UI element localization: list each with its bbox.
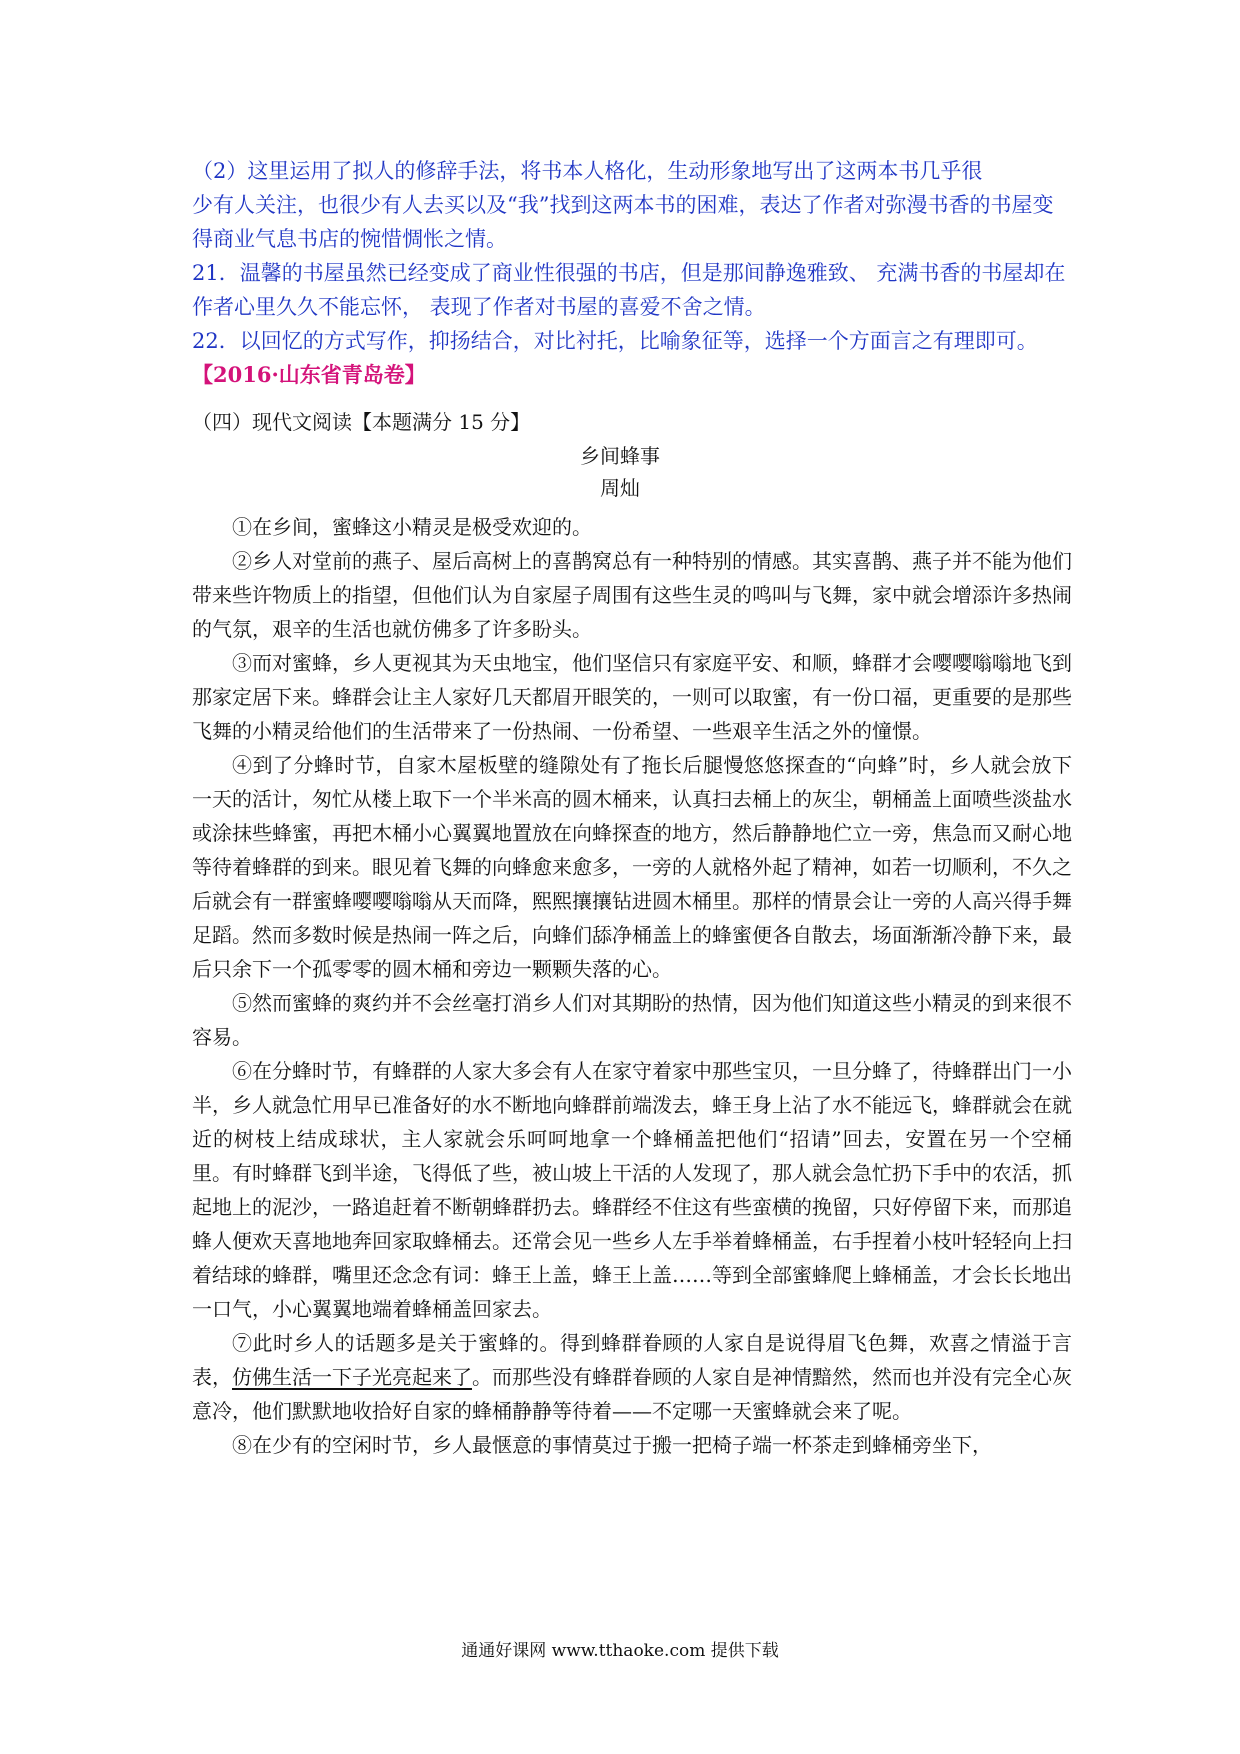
paragraph-7 — [192, 1326, 1072, 1428]
paragraph-5: ⑤然而蜜蜂的爽约并不会丝毫打消乡人们对其期盼的热情，因为他们知道这些小精灵的到来很不容易。 — [192, 991, 1072, 1049]
paragraph-8: ⑧在少有的空闲时节，乡人最惬意的事情莫过于搬一把椅子端一杯茶走到蜂桶旁坐下， — [232, 1433, 992, 1457]
paragraph-1: ①在乡间，蜜蜂这小精灵是极受欢迎的。 — [232, 515, 592, 539]
paragraph-7-text-b: 。而那些没有蜂群眷顾的人家自是神情黯然，然而也并没有完全心灰意冷，他们默默地收拾好自家的蜂桶静静等待着——不定哪一天蜜蜂就会来了呢。 — [192, 1365, 1072, 1423]
answer-item-2-line-1: （2）这里运用了拟人的修辞手法，将书本人格化，生动形象地写出了这两本书几乎很 — [192, 159, 983, 183]
answer-item-22: 22．以回忆的方式写作，抑扬结合，对比衬托，比喻象征等，选择一个方面言之有理即可。 — [192, 329, 1038, 353]
answer-block — [192, 154, 1072, 392]
article-title: 乡间蜂事 — [580, 444, 660, 468]
paragraph-4: ④到了分蜂时节，自家木屋板壁的缝隙处有了拖长后腿慢悠悠探查的“向蜂”时，乡人就会放下一天的活计，匆忙从楼上取下一个半米高的圆木桶来，认真扫去桶上的灰尘，朝桶盖上面喷些淡盐水或涂抹些蜂蜜，再把木桶小心翼翼地置放在向蜂探查的地方，然后静静地伫立一旁，焦急而又耐心地等待着蜂群的到来。眼见着飞舞的向蜂愈来愈多，一旁的人就格外起了精神，如若一切顺利，不久之后就会有一群蜜蜂嘤嘤嗡嗡从天而降，熙熙攘攘钻进圆木桶里。那样的情景会让一旁的人高兴得手舞足蹈。然而多数时候是热闹一阵之后，向蜂们舔净桶盖上的蜂蜜便各自散去，场面渐渐冷静下来，最后只余下一个孤零零的圆木桶和旁边一颗颗失落的心。 — [192, 753, 1072, 981]
article-body — [192, 510, 1072, 1462]
article-author: 周灿 — [600, 476, 640, 500]
source-tag: 【2016·山东省青岛卷】 — [192, 362, 426, 387]
paragraph-2: ②乡人对堂前的燕子、屋后高树上的喜鹊窝总有一种特别的情感。其实喜鹊、燕子并不能为他们带来些许物质上的指望，但他们认为自家屋子周围有这些生灵的鸣叫与飞舞，家中就会增添许多热闹的气氛，艰辛的生活也就仿佛多了许多盼头。 — [192, 549, 1072, 641]
paragraph-7-text-a: ⑦此时乡人的话题多是关于蜜蜂的。得到蜂群眷顾的人家自是说得眉飞色舞，欢喜之情溢于言表， — [192, 1331, 1072, 1389]
answer-item-21: 21．温馨的书屋虽然已经变成了商业性很强的书店，但是那间静逸雅致、 充满书香的书屋却在作者心里久久不能忘怀， 表现了作者对书屋的喜爱不舍之情。 — [192, 261, 1066, 319]
underlined-sentence: 仿佛生活一下子光亮起来了 — [232, 1365, 472, 1389]
section-heading: （四）现代文阅读【本题满分 15 分】 — [192, 410, 531, 434]
paragraph-6: ⑥在分蜂时节，有蜂群的人家大多会有人在家守着家中那些宝贝，一旦分蜂了，待蜂群出门一小半，乡人就急忙用早已准备好的水不断地向蜂群前端泼去，蜂王身上沾了水不能远飞，蜂群就会在就近的树枝上结成球状，主人家就会乐呵呵地拿一个蜂桶盖把他们“招请”回去，安置在另一个空桶里。有时蜂群飞到半途，飞得低了些，被山坡上干活的人发现了，那人就会急忙扔下手中的农活，抓起地上的泥沙，一路追赶着不断朝蜂群扔去。蜂群经不住这有些蛮横的挽留，只好停留下来，而那追蜂人便欢天喜地地奔回家取蜂桶去。还常会见一些乡人左手举着蜂桶盖，右手捏着小枝叶轻轻向上扫着结球的蜂群，嘴里还念念有词：蜂王上盖，蜂王上盖……等到全部蜜蜂爬上蜂桶盖，才会长长地出一口气，小心翼翼地端着蜂桶盖回家去。 — [192, 1059, 1072, 1321]
page-footer: 通通好课网 www.tthaoke.com 提供下载 — [461, 1641, 779, 1661]
paragraph-3: ③而对蜜蜂，乡人更视其为天虫地宝，他们坚信只有家庭平安、和顺，蜂群才会嘤嘤嗡嗡地飞到那家定居下来。蜂群会让主人家好几天都眉开眼笑的，一则可以取蜜，有一份口福，更重要的是那些飞舞的小精灵给他们的生活带来了一份热闹、一份希望、一些艰辛生活之外的憧憬。 — [192, 651, 1072, 743]
answer-item-2-line-2: 少有人关注，也很少有人去买以及“我”找到这两本书的困难，表达了作者对弥漫书香的书屋变得商业气息书店的惋惜惆怅之情。 — [192, 193, 1054, 251]
